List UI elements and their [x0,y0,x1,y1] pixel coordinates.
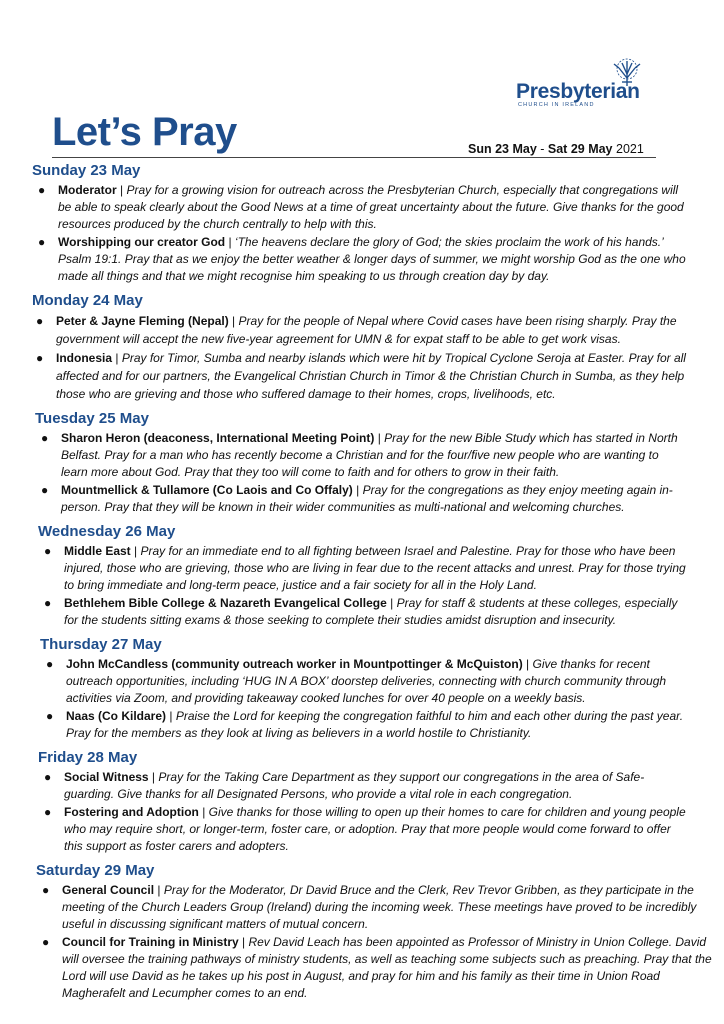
prayer-item [41,430,687,481]
prayer-text: Pray for staff & students at these colleges, especially for the students sitting exams & those seeking to complete their studies amidst disruption and insecurity. [64,596,678,627]
bullet-icon: ● [44,596,52,610]
prayer-item [36,349,696,403]
day-title: Sunday 23 May [32,162,141,179]
bullet-icon: ● [42,883,50,897]
bullet-icon: ● [41,483,49,497]
prayer-item [38,234,686,285]
separator: | [374,431,385,445]
prayer-subject: John McCandless (community outreach worker in Mountpottinger & McQuiston) [66,657,523,671]
prayer-text: Pray for the congregations as they enjoy meeting again in-person. Pray that they will be known in their wider communities as multi-national and welcoming churches. [61,483,673,514]
prayer-subject: General Council [62,883,155,897]
prayer-subject: Peter & Jayne Fleming (Nepal) [56,314,229,328]
prayer-item [46,656,688,707]
date-start: Sun 23 May [468,142,537,156]
separator: | [352,483,363,497]
prayer-text: Give thanks for recent outreach opportunities, including ‘HUG IN A BOX’ doorstep deliveries, connecting with church community through activities via Zoom, and providing takeaway cooked lunches for over 40 people on a weekly basis. [66,657,667,705]
prayer-text: Give thanks for those willing to open up their homes to care for children and young people who may require short, or longer-term, foster care, or adoption. Pray that more people would come forward to offer this support as foster carers and adopters. [64,805,686,853]
prayer-list [0,161,724,1008]
prayer-text: ‘The heavens declare the glory of God; the skies proclaim the work of his hands.’ Psalm 19:1. Pray that as we enjoy the better weather & longer days of summer, we might worship God as the one who made all things and that we might recognise him speaking to us through creation day by day. [58,235,686,283]
prayer-text: Rev David Leach has been appointed as Professor of Ministry in Union College. David will oversee the training pathways of ministry students, as well as teaching some subjects such as preaching. Pray that the Lord will use David as he takes up his post in August, and pray for him and his family as their time in Union Road Magherafelt and Lecumpher comes to an end. [62,935,712,1000]
prayer-subject: Social Witness [64,770,149,784]
separator: | [130,544,141,558]
prayer-subject: Indonesia [56,351,113,365]
bullet-icon: ● [44,770,52,784]
prayer-subject: Bethlehem Bible College & Nazareth Evangelical College [64,596,387,610]
prayer-subject: Council for Training in Ministry [62,935,239,949]
prayer-item [42,934,712,1002]
prayer-text: Pray for a growing vision for outreach across the Presbyterian Church, especially that congregations will be able to speak clearly about the Good News at a time of great uncertainty about the future. Give thanks for the good resources produced by the church centrally to help with this. [58,183,684,231]
header-divider [52,157,656,158]
day-wednesday [0,522,724,629]
separator: | [198,805,209,819]
day-title: Saturday 29 May [36,862,155,879]
bullet-icon: ● [38,235,46,249]
bullet-icon: ● [36,314,44,328]
prayer-item [44,543,688,594]
separator: | [116,183,127,197]
prayer-text: Pray for the Taking Care Department as they support our congregations in the area of Safe-guarding. Give thanks for all Designated Persons, who provide a vital role in each congregation. [64,770,645,801]
day-title: Monday 24 May [32,292,143,309]
prayer-subject: Worshipping our creator God [58,235,226,249]
day-saturday [0,861,724,1002]
prayer-subject: Naas (Co Kildare) [66,709,167,723]
logo-subtitle: CHURCH IN IRELAND [518,102,595,108]
prayer-subject: Middle East [64,544,131,558]
prayer-item [46,708,688,742]
separator: | [225,235,235,249]
prayer-subject: Fostering and Adoption [64,805,199,819]
prayer-text: Praise the Lord for keeping the congregation faithful to him and each other during the past year. Pray for the members as they look at living as believers in a world hostile to Christianity. [66,709,684,740]
day-title: Tuesday 25 May [35,410,149,427]
prayer-text: Pray for Timor, Sumba and nearby islands which were hit by Tropical Cyclone Seroja at Easter. Pray for all affected and for our partners, the Evangelical Christian Church in Timor & the Christian Church in Sumba, as they help those who are grieving and those who suffered damage to their homes, crops, livelihoods, etc. [56,351,686,401]
prayer-text: Pray for the people of Nepal where Covid cases have been rising sharply. Pray the government will accept the new five-year agreement for UMN & for expat staff to be able to get work visas. [56,314,677,346]
prayer-item [42,882,712,933]
day-sunday [0,161,724,285]
separator: | [228,314,239,328]
prayer-text: Pray for an immediate end to all fighting between Israel and Palestine. Pray for those who have been injured, those who are grieving, those who are living in fear due to the recent attacks and unrest. Pray for those trying to bring immediate and long-term peace, justice and a fair society for all in the Holy Land. [64,544,686,592]
prayer-subject: Moderator [58,183,117,197]
prayer-subject: Sharon Heron (deaconess, International Meeting Point) [61,431,375,445]
date-range [468,142,644,156]
date-end: Sat 29 May [547,142,613,156]
prayer-subject: Mountmellick & Tullamore (Co Laois and Co Offaly) [61,483,353,497]
prayer-item [36,312,696,348]
prayer-item [44,595,688,629]
prayer-text: Pray for the Moderator, Dr David Bruce and the Clerk, Rev Trevor Gribben, as they participate in the meeting of the Church Leaders Group (Ireland) during the incoming week. These meetings have proved to be incredibly useful in discussing significant matters of mutual concern. [62,883,697,931]
presbyterian-logo [516,58,656,108]
bullet-icon: ● [42,935,50,949]
day-title: Friday 28 May [38,749,138,766]
bullet-icon: ● [44,805,52,819]
separator: | [166,709,176,723]
separator: | [386,596,397,610]
separator: | [522,657,533,671]
separator: | [148,770,159,784]
day-title: Wednesday 26 May [38,523,176,540]
date-year: 2021 [612,142,644,156]
date-dash: - [536,142,548,156]
day-monday [0,291,724,403]
bullet-icon: ● [44,544,52,558]
prayer-text: Pray for the new Bible Study which has started in North Belfast. Pray for a man who has recently become a Christian and for the four/five new people who are wanting to learn more about God. Pray that they too will come to faith and for others to grow in their faith. [61,431,678,479]
bullet-icon: ● [36,351,44,365]
bullet-icon: ● [46,657,54,671]
prayer-item [44,769,690,803]
page-title: Let’s Pray [52,110,237,154]
separator: | [154,883,164,897]
day-tuesday [0,409,724,516]
bullet-icon: ● [41,431,49,445]
logo-wordmark: Presbyterian [516,80,640,103]
prayer-item [41,482,687,516]
separator: | [112,351,122,365]
bullet-icon: ● [46,709,54,723]
day-title: Thursday 27 May [40,636,162,653]
separator: | [238,935,249,949]
day-thursday [0,635,724,742]
day-friday [0,748,724,855]
prayer-item [44,804,690,855]
bullet-icon: ● [38,183,46,197]
prayer-item [38,182,686,233]
